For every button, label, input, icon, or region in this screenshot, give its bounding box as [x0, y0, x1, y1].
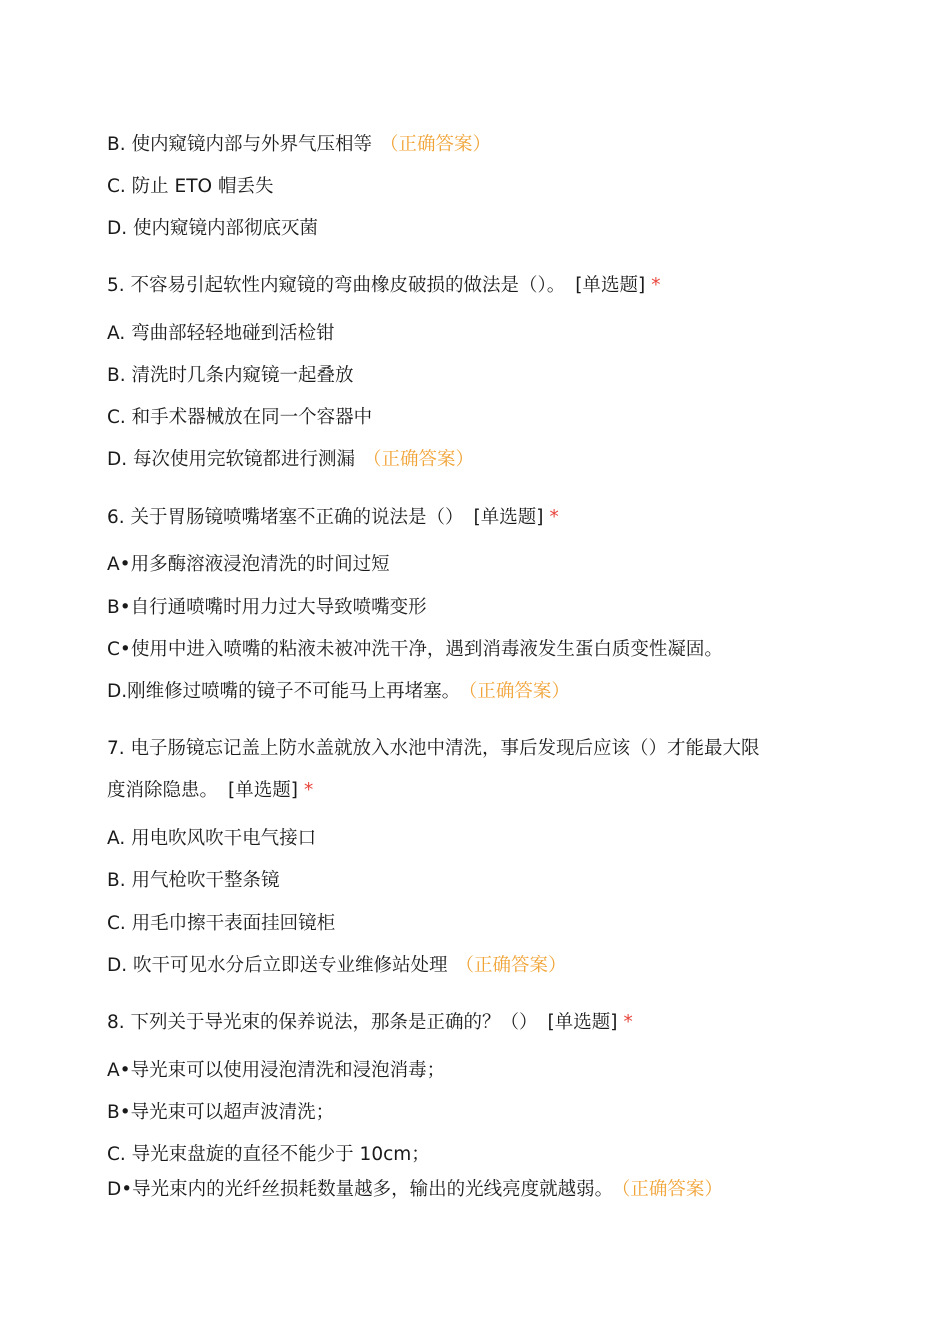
- option-text: D.刚维修过喷嘴的镜子不可能马上再堵塞。: [107, 681, 461, 702]
- required-star: *: [549, 507, 559, 528]
- correct-answer-tag: （正确答案）: [468, 681, 570, 702]
- option-d-q8: [107, 1178, 723, 1202]
- correct-answer-tag: （正确答案）: [455, 955, 567, 976]
- question-6: [107, 506, 559, 530]
- option-text: B. 使内窥镜内部与外界气压相等: [107, 134, 372, 155]
- required-star: *: [303, 780, 314, 801]
- question-type: [单选题]: [228, 780, 298, 801]
- option-text: C•使用中进入喷嘴的粘液未被冲洗干净，遇到消毒液发生蛋白质变性凝固。: [107, 639, 723, 660]
- option-text: C. 防止 ETO 帽丢失: [107, 176, 274, 197]
- option-text: B•导光束可以超声波清洗；: [107, 1102, 335, 1123]
- question-text: 8. 下列关于导光束的保养说法，那条是正确的？（）: [107, 1012, 538, 1033]
- option-text: C. 和手术器械放在同一个容器中: [107, 407, 373, 428]
- option-text: C. 导光束盘旋的直径不能少于 10cm；: [107, 1144, 430, 1165]
- question-text: 6. 关于胃肠镜喷嘴堵塞不正确的说法是（）: [107, 507, 464, 528]
- question-text: 度消除隐患。: [107, 780, 219, 801]
- question-5: [107, 274, 660, 298]
- question-text: 7. 电子肠镜忘记盖上防水盖就放入水池中清洗，事后发现后应该（）才能最大限: [107, 738, 760, 759]
- option-text: D. 吹干可见水分后立即送专业维修站处理: [107, 955, 448, 976]
- option-b-q6: [107, 596, 427, 620]
- option-d-q7: [107, 954, 567, 978]
- option-c-q6: [107, 638, 723, 662]
- option-a-q6: [107, 553, 390, 577]
- question-7-line2: [107, 779, 313, 803]
- question-text: 5. 不容易引起软性内窥镜的弯曲橡皮破损的做法是（）。: [107, 275, 566, 296]
- question-7-line1: [107, 737, 760, 761]
- option-b-q4: [107, 133, 491, 157]
- question-type: [单选题]: [473, 507, 544, 528]
- correct-answer-tag: （正确答案）: [363, 449, 475, 470]
- option-text: A•导光束可以使用浸泡清洗和浸泡消毒；: [107, 1060, 446, 1081]
- required-star: *: [623, 1012, 633, 1033]
- option-c-q7: [107, 912, 335, 936]
- option-d-q5: [107, 448, 474, 472]
- option-a-q8: [107, 1059, 445, 1083]
- option-text: A. 弯曲部轻轻地碰到活检钳: [107, 323, 335, 344]
- option-text: D. 每次使用完软镜都进行测漏: [107, 449, 356, 470]
- question-8: [107, 1011, 633, 1035]
- option-text: B. 清洗时几条内窥镜一起叠放: [107, 365, 354, 386]
- option-b-q7: [107, 869, 279, 893]
- option-text: A. 用电吹风吹干电气接口: [107, 828, 317, 849]
- option-c-q4: [107, 175, 274, 199]
- option-text: B•自行通喷嘴时用力过大导致喷嘴变形: [107, 597, 427, 618]
- correct-answer-tag: （正确答案）: [379, 134, 491, 155]
- option-text: D•导光束内的光纤丝损耗数量越多，输出的光线亮度就越弱。: [107, 1179, 614, 1200]
- option-a-q5: [107, 322, 335, 346]
- question-type: [单选题]: [575, 275, 646, 296]
- correct-answer-tag: （正确答案）: [621, 1179, 723, 1200]
- option-c-q8: [107, 1143, 430, 1167]
- option-d-q6: [107, 680, 570, 704]
- question-type: [单选题]: [547, 1012, 618, 1033]
- option-b-q5: [107, 364, 353, 388]
- option-text: B. 用气枪吹干整条镜: [107, 870, 280, 891]
- required-star: *: [651, 275, 661, 296]
- option-b-q8: [107, 1101, 334, 1125]
- option-text: C. 用毛巾擦干表面挂回镜柜: [107, 913, 336, 934]
- option-a-q7: [107, 827, 316, 851]
- option-c-q5: [107, 406, 372, 430]
- option-d-q4: [107, 217, 318, 241]
- option-text: D. 使内窥镜内部彻底灭菌: [107, 218, 319, 239]
- option-text: A•用多酶溶液浸泡清洗的时间过短: [107, 554, 390, 575]
